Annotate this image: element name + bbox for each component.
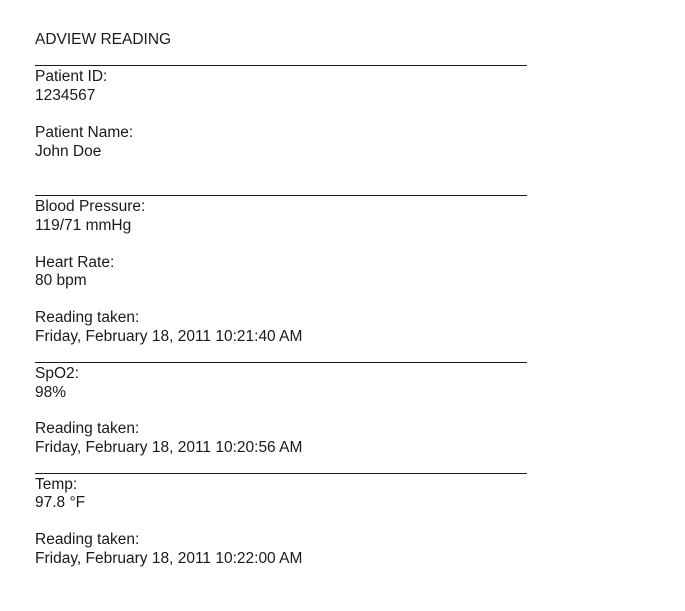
heart-rate-reading-time: Friday, February 18, 2011 10:21:40 AM [35, 328, 303, 345]
patient-id-label: Patient ID: [35, 68, 108, 85]
heart-rate-reading-label: Reading taken: [35, 309, 140, 326]
section-divider [35, 362, 527, 363]
patient-name-label: Patient Name: [35, 124, 134, 141]
section-divider [35, 65, 527, 66]
temp-label: Temp: [35, 476, 78, 493]
patient-name-value: John Doe [35, 143, 102, 160]
temp-reading-label: Reading taken: [35, 531, 140, 548]
temp-value: 97.8 °F [35, 494, 86, 511]
spo2-label: SpO2: [35, 365, 79, 382]
spo2-reading-time: Friday, February 18, 2011 10:20:56 AM [35, 439, 303, 456]
section-divider [35, 195, 527, 196]
blood-pressure-label: Blood Pressure: [35, 198, 146, 215]
heart-rate-value: 80 bpm [35, 272, 87, 289]
document-title: ADVIEW READING [35, 31, 172, 48]
blood-pressure-value: 119/71 mmHg [35, 217, 132, 234]
spo2-reading-label: Reading taken: [35, 420, 140, 437]
heart-rate-label: Heart Rate: [35, 254, 115, 271]
temp-reading-time: Friday, February 18, 2011 10:22:00 AM [35, 550, 303, 567]
spo2-value: 98% [35, 384, 67, 401]
section-divider [35, 473, 527, 474]
patient-id-value: 1234567 [35, 87, 96, 104]
